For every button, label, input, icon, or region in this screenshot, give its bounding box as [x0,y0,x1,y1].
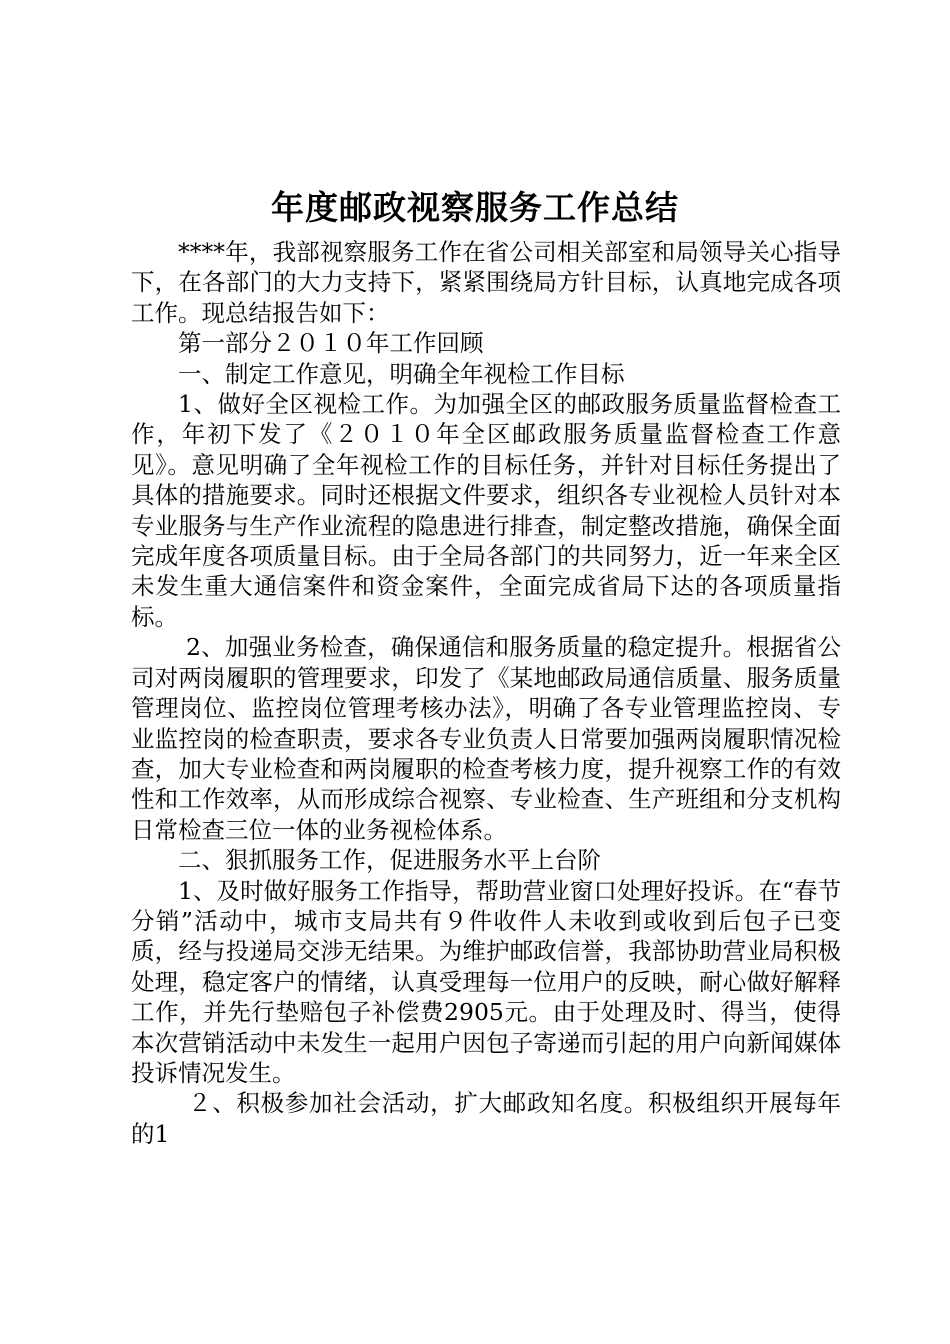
paragraph-item-1-2: 2、加强业务检查，确保通信和服务质量的稳定提升。根据省公司对两岗履职的管理要求，印发了《某地邮政局通信质量、服务质量管理岗位、监控岗位管理考核办法》，明确了各专业管理监控岗、专业监控岗的检查职责，要求各专业负责人日常要加强两岗履职情况检查，加大专业检查和两岗履职的检查考核力度，提升视察工作的有效性和工作效率，从而形成综合视察、专业检查、生产班组和分支机构日常检查三位一体的业务视检体系。 [131,633,841,844]
paragraph-item-2-2: ２、积极参加社会活动，扩大邮政知名度。积极组织开展每年的1 [131,1089,841,1148]
paragraph-item-1-1: 1、做好全区视检工作。为加强全区的邮政服务质量监督检查工作，年初下发了《２０１０年全区邮政服务质量监督检查工作意见》。意见明确了全年视检工作的目标任务，并针对目标任务提出了具体的措施要求。同时还根据文件要求，组织各专业视检人员针对本专业服务与生产作业流程的隐患进行排查，制定整改措施，确保全面完成年度各项质量目标。由于全局各部门的共同努力，近一年来全区未发生重大通信案件和资金案件，全面完成省局下达的各项质量指标。 [131,390,841,631]
document-body [131,237,841,1149]
paragraph-section-two-heading: 二、狠抓服务工作，促进服务水平上台阶 [178,846,601,875]
paragraph-section-one-heading: 一、制定工作意见，明确全年视检工作目标 [178,359,625,388]
paragraph-item-2-1: 1、及时做好服务工作指导，帮助营业窗口处理好投诉。在“春节分销”活动中，城市支局共有９件收件人未收到或收到后包子已变质，经与投递局交涉无结果。为维护邮政信誉，我部协助营业局积极处理，稳定客户的情绪，认真受理每一位用户的反映，耐心做好解释工作，并先行垫赔包子补偿费2905元。由于处理及时、得当，使得本次营销活动中未发生一起用户因包子寄递而引起的用户向新闻媒体投诉情况发生。 [131,876,841,1087]
document-title: 年度邮政视察服务工作总结 [271,188,679,227]
paragraph-intro: ****年，我部视察服务工作在省公司相关部室和局领导关心指导下，在各部门的大力支持下，紧紧围绕局方针目标，认真地完成各项工作。现总结报告如下： [131,238,841,327]
paragraph-part-one-heading: 第一部分２０１０年工作回顾 [178,329,484,358]
